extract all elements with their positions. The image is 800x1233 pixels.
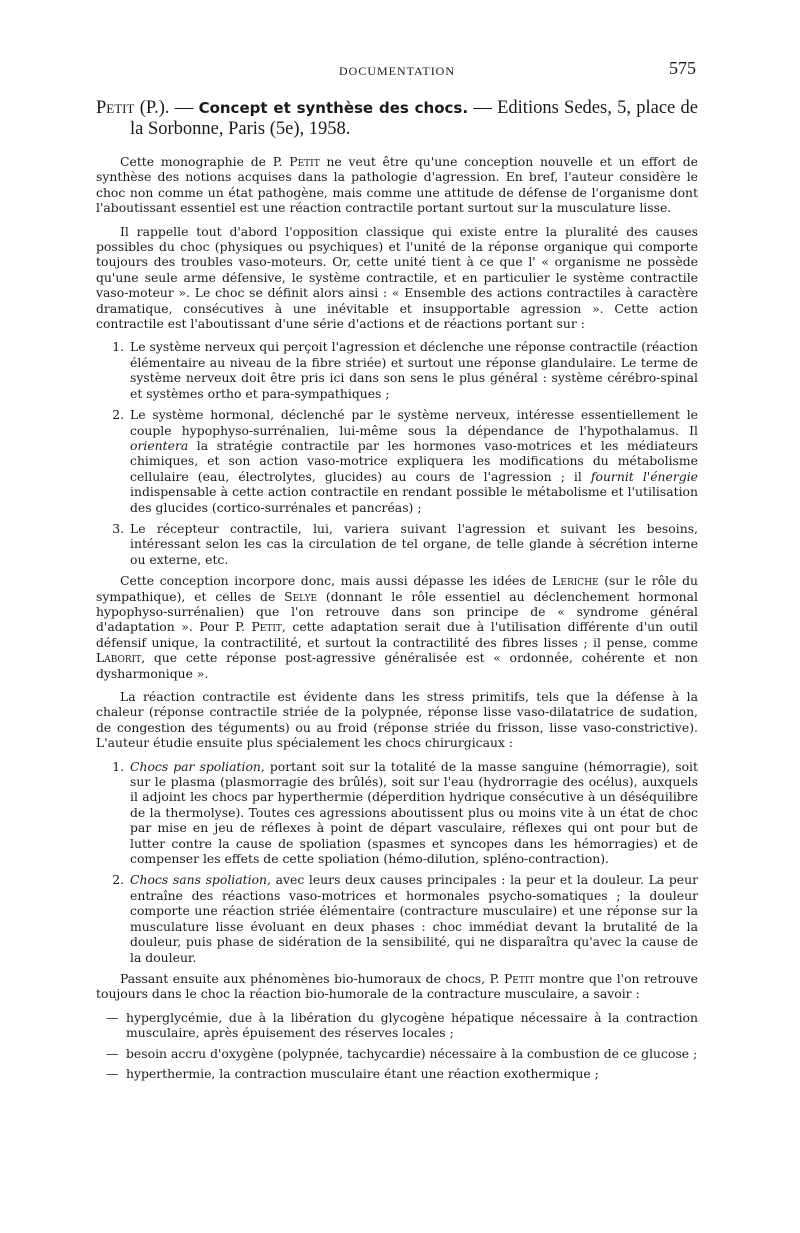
reference-publisher: Editions Sedes, 5, place de la Sorbonne, Paris (5e), 1958. xyxy=(130,98,698,139)
article-body xyxy=(96,154,698,1081)
list-item xyxy=(128,759,698,867)
text-run: montre que l'on retrouve toujours dans le choc la réaction bio-humorale de la contracture musculaire, a savoir : xyxy=(96,970,698,1002)
emphasis: Chocs sans spoliation, xyxy=(130,872,271,888)
dash-marker: — xyxy=(106,1045,119,1061)
author-name: Petit xyxy=(289,154,320,169)
author-name: Petit xyxy=(503,970,535,986)
running-title: DOCUMENTATION xyxy=(338,64,456,78)
dash-list-item xyxy=(96,1066,698,1081)
paragraph-opposition: Il rappelle tout d'abord l'opposition classique qui existe entre la pluralité des causes possibles du choc (physiques ou psychiques) et l'unité de la réponse organique qui comporte toujours des troubles vaso-moteurs. Or, cette unité tient à ce que l' « organisme ne possède qu'une seule arme défensive, le système contractile, et en particulier le système contractile vaso-moteur ». Le choc se définit alors ainsi : « Ensemble des actions contractiles à caractère dramatique, consécutives à une inévitable et insupportable agression ». Cette action contractile est l'aboutissant d'une série d'actions et de réactions portant sur : xyxy=(96,223,698,332)
text-run: Cette monographie de P. xyxy=(120,154,290,169)
emphasis: fournit l'énergie xyxy=(590,468,698,484)
dash-marker: — xyxy=(106,1009,119,1025)
text-run: ne veut être qu'une conception nouvelle et un effort de synthèse des notions acquises dans la pathologie d'agression. En bref, l'auteur considère le choc non comme un état pathogène, mais comme une attitude de défense de l'organisme dont l'aboutissant essentiel est une réaction contractile portant surtout sur la musculature lisse. xyxy=(96,154,698,216)
paragraph-intro xyxy=(96,154,698,216)
dash-list xyxy=(96,1010,698,1082)
numbered-list-chocs xyxy=(96,759,698,965)
paragraph-biohumoral xyxy=(96,971,698,1002)
dash-list-item xyxy=(96,1046,698,1061)
list-item xyxy=(128,872,698,964)
document-page xyxy=(96,58,698,1086)
text-run: Le système hormonal, déclenché par le système nerveux, intéresse essentiellement le couple hypophyso-surrénalien, lui-même sous la dépendance de l'hypothalamus. Il xyxy=(130,407,698,438)
author-name: Petit xyxy=(251,619,282,635)
text-run: (sur le rôle du sympathique), et celles de xyxy=(96,573,698,604)
text-run: hyperglycémie, due à la libération du glycogène hépatique nécessaire à la contraction musculaire, après épuisement des réserves locales ; xyxy=(126,1009,698,1041)
text-run: indispensable à cette action contractile en rendant possible le métabolisme et l'utilisation des glucides (cortico-surrénales et pancréas) ; xyxy=(130,484,698,515)
bibliographic-reference xyxy=(96,98,698,140)
reference-title: Concept et synthèse des chocs. xyxy=(198,99,469,117)
text-run: Cette conception incorpore donc, mais aussi dépasse les idées de xyxy=(120,573,553,589)
list-item: 3. Le récepteur contractile, lui, variera suivant l'agression et suivant les besoins, intéressant selon les cas la circulation de tel organe, de telle glande à sécrétion interne ou externe, etc. xyxy=(128,521,698,567)
text-run: portant soit sur la totalité de la masse sanguine (hémorragie), soit sur le plasma (plasmorragie des brûlés), soit sur l'eau (hydrorragie des océlus), auxquels il adjoint les chocs par hyperthermie (déperdition hydrique consécutive à un déséquilibre de la thermolyse). Toutes ces agressions aboutissent plus ou moins vite à un état de choc par mise en jeu de réflexes à point de départ vasculaire, réflexes qui ont pour but de lutter contre la cause de spoliation (spasmes et syncopes dans les hémorragies) et de compenser les effets de cette spoliation (hémo-dilution, spléno-contraction). xyxy=(130,758,698,867)
dash-list-item xyxy=(96,1010,698,1041)
text-run: Passant ensuite aux phénomènes bio-humoraux de chocs, P. xyxy=(120,970,504,986)
reference-author: Petit (P.). xyxy=(96,98,170,118)
list-item xyxy=(128,407,698,515)
paragraph-stress: La réaction contractile est évidente dans les stress primitifs, tels que la défense à la chaleur (réponse contractile striée de la polypnée, réponse lisse vaso-dilatatrice de sudation, de congestion des téguments) ou au froid (réponse striée du frisson, lisse vaso-constrictive). L'auteur étudie ensuite plus spécialement les chocs chirurgicaux : xyxy=(96,689,698,751)
author-name: Selye xyxy=(284,588,318,604)
author-name: Leriche xyxy=(552,573,599,589)
author-name: Laborit xyxy=(96,650,142,666)
text-run: (donnant le rôle essentiel au déclenchement hormonal hypophyso-surrénalien) que l'on retrouve dans son principe de « syndrome général d'adaptation ». Pour P. xyxy=(96,588,698,635)
page-header xyxy=(96,58,698,86)
text-run: hyperthermie, la contraction musculaire étant une réaction exothermique ; xyxy=(126,1065,599,1081)
emphasis: Chocs par spoliation, xyxy=(130,758,265,774)
list-item: 1. Le système nerveux qui perçoit l'agression et déclenche une réponse contractile (réaction élémentaire au niveau de la fibre striée) et surtout une réponse glandulaire. Le terme de système nerveux doit être pris ici dans son sens le plus général : système cérébro-spinal et systèmes ortho et para-sympathiques ; xyxy=(128,339,698,401)
text-run: , cette adaptation serait due à l'utilisation différente d'un outil défensif unique, la contractilité, et surtout la contractilité des fibres lisses ; il pense, comme xyxy=(96,619,698,650)
emphasis: orientera xyxy=(130,437,189,453)
paragraph-conception xyxy=(96,573,698,681)
text-run: avec leurs deux causes principales : la peur et la douleur. La peur entraîne des réactions vaso-motrices et hormonales psycho-somatiques ; la douleur comporte une réaction striée élémentaire (contracture musculaire) et une réponse sur la musculature lisse évoluant en deux phases : choc immédiat devant la brutalité de la douleur, puis phase de sidération de la sensibilité, qui ne disparaîtra qu'avec la cause de la douleur. xyxy=(130,872,698,965)
page-number: 575 xyxy=(669,58,696,78)
dash-marker: — xyxy=(106,1065,119,1081)
text-run: besoin accru d'oxygène (polypnée, tachycardie) nécessaire à la combustion de ce glucose ; xyxy=(126,1045,698,1061)
numbered-list-systems xyxy=(96,339,698,567)
text-run: la stratégie contractile par les hormones vaso-motrices et les médiateurs chimiques, et son action vaso-motrice expliquera les modifications du métabolisme cellulaire (eau, électrolytes, glucides) au cours de l'agression ; il xyxy=(130,437,698,484)
text-run: , que cette réponse post-agressive généralisée est « ordonnée, cohérente et non dysharmonique ». xyxy=(96,650,698,681)
reference-separator: — xyxy=(468,98,498,118)
reference-separator: — xyxy=(169,98,199,118)
